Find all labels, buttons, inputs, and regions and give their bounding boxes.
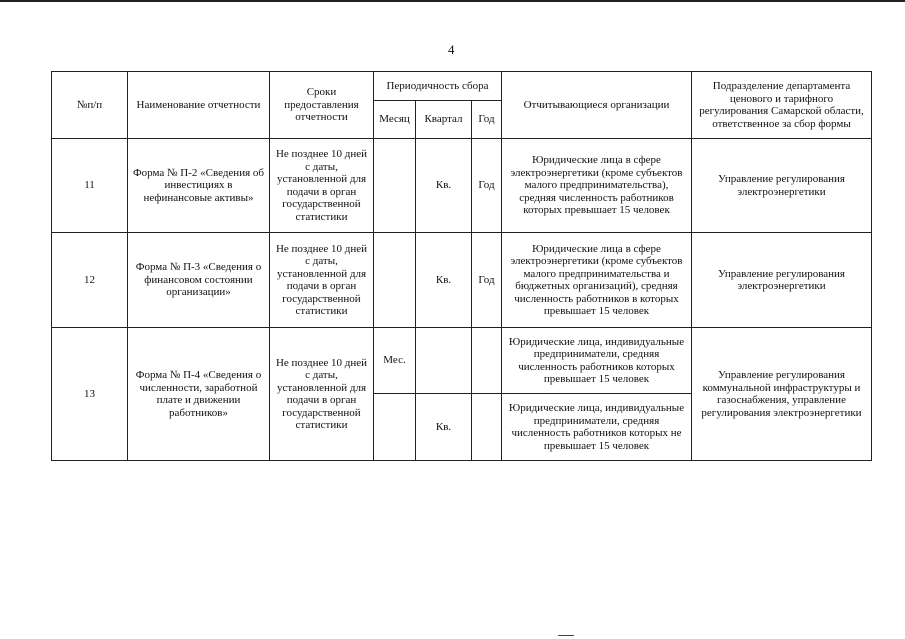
table-row [52,139,872,233]
row-num: 13 [52,328,128,461]
row-month: Мес. [374,328,416,394]
row-deadline: Не позднее 10 дней с даты, установленной для подачи в орган государственной статистики [270,328,374,461]
row-month [374,233,416,328]
row-quarter: Кв. [416,139,472,233]
row-form-name: Форма № П-2 «Сведения об инвестициях в нефинансовые активы» [128,139,270,233]
row-department: Управление регулирования электроэнергетики [692,139,872,233]
header-orgs: Отчитывающиеся организации [502,72,692,139]
row-quarter: Кв. [416,394,472,461]
table-row [52,328,872,394]
row-year: Год [472,139,502,233]
row-orgs: Юридические лица, индивидуальные предприниматели, средняя численность работников которых превышает 15 человек [502,328,692,394]
row-year [472,328,502,394]
header-quarter: Квартал [416,101,472,139]
header-row-1 [52,72,872,101]
row-orgs: Юридические лица, индивидуальные предприниматели, средняя численность работников которых не превышает 15 человек [502,394,692,461]
header-year: Год [472,101,502,139]
header-deadline: Сроки предоставления отчетности [270,72,374,139]
scan-top-border [0,0,905,2]
row-num: 11 [52,139,128,233]
table-row [52,233,872,328]
row-form-name: Форма № П-4 «Сведения о численности, заработной плате и движении работников» [128,328,270,461]
row-month [374,139,416,233]
page-number: 4 [448,42,455,57]
row-orgs: Юридические лица в сфере электроэнергетики (кроме субъектов малого предпринимательства и бюджетных организаций), средняя численность работников в которых превышает 15 человек [502,233,692,328]
reporting-forms-table [51,71,872,461]
row-form-name: Форма № П-3 «Сведения о финансовом состоянии организации» [128,233,270,328]
header-num: №п/п [52,72,128,139]
row-deadline: Не позднее 10 дней с даты, установленной для подачи в орган государственной статистики [270,139,374,233]
header-name: Наименование отчетности [128,72,270,139]
row-deadline: Не позднее 10 дней с даты, установленной для подачи в орган государственной статистики [270,233,374,328]
row-year: Год [472,233,502,328]
row-orgs: Юридические лица в сфере электроэнергетики (кроме субъектов малого предпринимательства), средняя численность работников которых превышает 15 человек [502,139,692,233]
row-year [472,394,502,461]
scan-artifact [558,635,574,636]
row-num: 12 [52,233,128,328]
header-month: Месяц [374,101,416,139]
header-department: Подразделение департамента ценового и тарифного регулирования Самарской области, ответственное за сбор формы [692,72,872,139]
row-department: Управление регулирования электроэнергетики [692,233,872,328]
row-quarter: Кв. [416,233,472,328]
row-department: Управление регулирования коммунальной инфраструктуры и газоснабжения, управление регулирования электроэнергетики [692,328,872,461]
row-month [374,394,416,461]
header-periodicity: Периодичность сбора [374,72,502,101]
row-quarter [416,328,472,394]
